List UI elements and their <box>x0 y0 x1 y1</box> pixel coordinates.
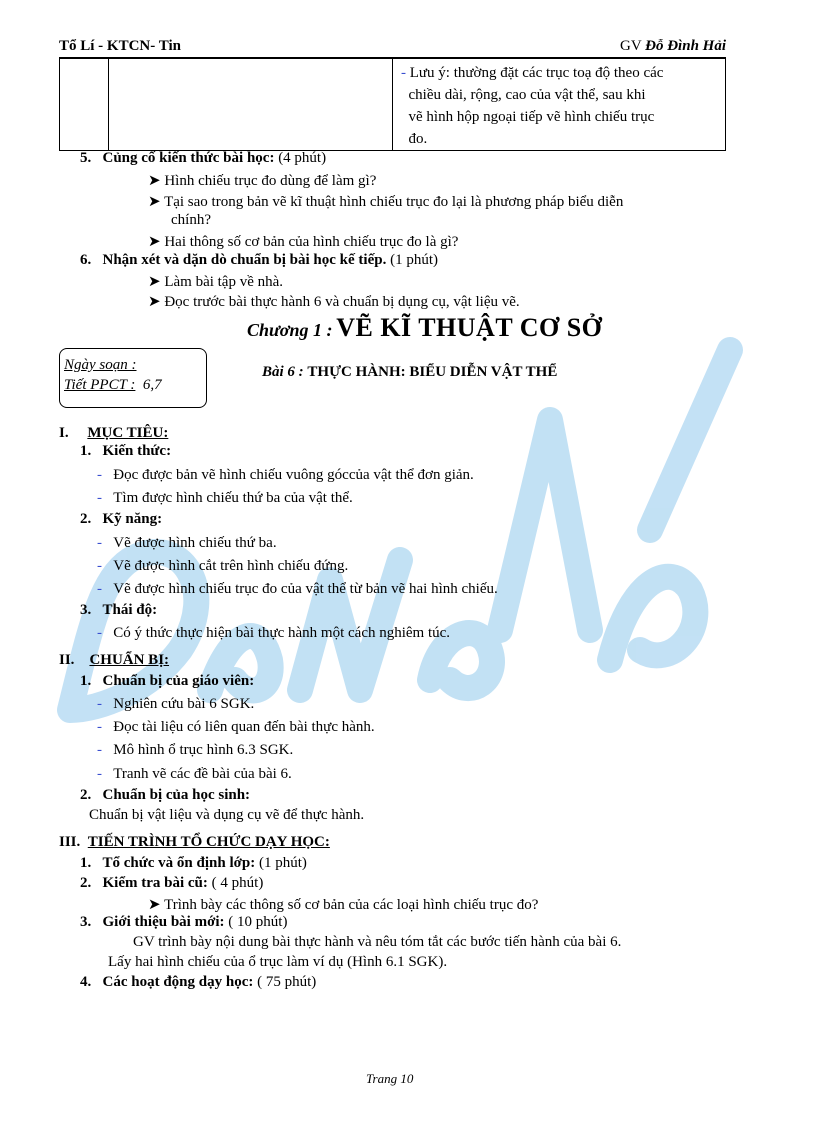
subsection-heading: 1. Chuẩn bị của giáo viên: <box>80 673 255 689</box>
section-I-heading: I. MỤC TIÊU: <box>59 425 169 441</box>
table-cell-empty <box>60 59 109 151</box>
list-item: - Đọc được bản vẽ hình chiếu vuông góccủa vật thể đơn giản. <box>97 467 474 483</box>
box-period-label: Tiết PPCT : 6,7 <box>64 377 162 393</box>
section-III-heading: III. TIẾN TRÌNH TỔ CHỨC DẠY HỌC: <box>59 834 330 850</box>
subsection-heading: 1. Kiến thức: <box>80 443 172 459</box>
paragraph: Lấy hai hình chiếu của ổ trục làm ví dụ (Hình 6.1 SGK). <box>108 954 448 970</box>
chapter-title: Chương 1 : VẼ KĨ THUẬT CƠ SỞ <box>247 313 603 342</box>
list-item: ➤ Hai thông số cơ bản của hình chiếu trục đo là gì? <box>148 234 459 250</box>
list-item: - Vẽ được hình chiếu thứ ba. <box>97 535 277 551</box>
subsection-heading: 2. Chuẩn bị của học sinh: <box>80 787 251 803</box>
paragraph: Chuẩn bị vật liệu và dụng cụ vẽ để thực hành. <box>89 807 365 823</box>
list-item: - Đọc tài liệu có liên quan đến bài thực hành. <box>97 719 375 735</box>
list-item: ➤ Tại sao trong bản vẽ kĩ thuật hình chiếu trục đo lại là phương pháp biểu diễn <box>148 194 624 210</box>
lesson-title: Bài 6 : THỰC HÀNH: BIỂU DIỄN VẬT THỂ <box>262 364 558 380</box>
list-item: - Tranh vẽ các đề bài của bài 6. <box>97 766 292 782</box>
list-item: - Tìm được hình chiếu thứ ba của vật thể. <box>97 490 353 506</box>
subsection-heading: 2. Kiểm tra bài cũ: ( 4 phút) <box>80 875 264 891</box>
section-5-heading: 5. Củng cố kiến thức bài học: (4 phút) <box>80 150 327 166</box>
list-item: - Nghiên cứu bài 6 SGK. <box>97 696 255 712</box>
list-item: - Mô hình ổ trục hình 6.3 SGK. <box>97 742 294 758</box>
subsection-heading: 3. Thái độ: <box>80 602 158 618</box>
continuation-table <box>59 58 726 151</box>
list-item-continuation: chính? <box>171 212 211 228</box>
list-item: ➤ Trình bày các thông số cơ bản của các loại hình chiếu trục đo? <box>148 897 539 913</box>
list-item: - Vẽ được hình cắt trên hình chiếu đứng. <box>97 558 349 574</box>
list-item: ➤ Hình chiếu trục đo dùng để làm gì? <box>148 173 377 189</box>
section-II-heading: II. CHUẨN BỊ: <box>59 652 170 668</box>
list-item: ➤ Làm bài tập về nhà. <box>148 274 284 290</box>
page-number: Trang 10 <box>366 1071 414 1086</box>
section-6-heading: 6. Nhận xét và dặn dò chuẩn bị bài học kế tiếp. (1 phút) <box>80 252 438 268</box>
subsection-heading: 1. Tổ chức và ổn định lớp: (1 phút) <box>80 855 307 871</box>
paragraph: GV trình bày nội dung bài thực hành và nêu tóm tắt các bước tiến hành của bài 6. <box>133 934 622 950</box>
subsection-heading: 2. Kỹ năng: <box>80 511 163 527</box>
subsection-heading: 3. Giới thiệu bài mới: ( 10 phút) <box>80 914 288 930</box>
box-date-label: Ngày soạn : <box>64 357 137 373</box>
header-teacher: GV Đỗ Đình Hải <box>619 38 726 54</box>
list-item: ➤ Đọc trước bài thực hành 6 và chuẩn bị dụng cụ, vật liệu vẽ. <box>148 294 520 310</box>
subsection-heading: 4. Các hoạt động dạy học: ( 75 phút) <box>80 974 317 990</box>
list-item: - Có ý thức thực hiện bài thực hành một cách nghiêm túc. <box>97 625 451 641</box>
header-department: Tổ Lí - KTCN- Tin <box>59 38 181 54</box>
table-cell-note: - Lưu ý: thường đặt các trục toạ độ theo các chiều dài, rộng, cao của vật thể, sau khi vẽ hình hộp ngoại tiếp vẽ hình chiếu trục đo. <box>393 59 726 151</box>
list-item: - Vẽ được hình chiếu trục đo của vật thể từ bản vẽ hai hình chiếu. <box>97 581 498 597</box>
table-cell-empty <box>109 59 393 151</box>
